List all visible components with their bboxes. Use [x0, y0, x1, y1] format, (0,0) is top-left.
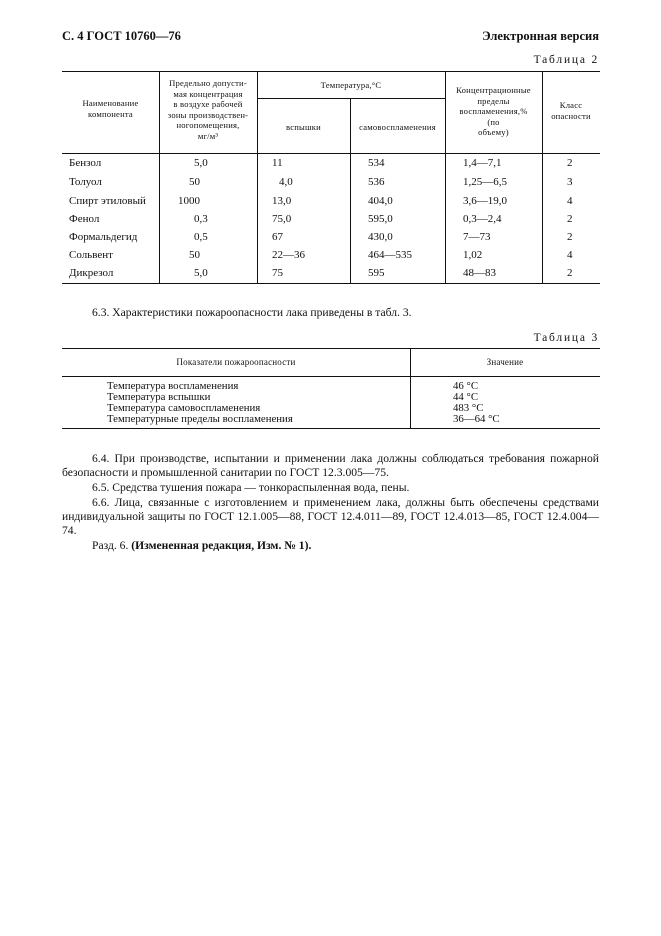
table3-header-rule: [62, 376, 600, 377]
paragraph-6-4: 6.4. При производстве, испытании и применении лака должны соблюдаться требования пожарной безопасности и промышленной санитарии по ГОСТ 12.3.005—75.: [62, 452, 599, 480]
paragraph-6-5: 6.5. Средства тушения пожара — тонкораспыленная вода, пены.: [92, 481, 410, 494]
amendment-note-prefix: Разд. 6.: [92, 539, 129, 552]
table2-header-name: Наименование компонента: [82, 98, 139, 119]
table2-col-divider: [257, 71, 258, 283]
table3-top-rule: [62, 348, 600, 349]
page-header-right: Электронная версия: [482, 29, 599, 43]
table3-caption: Таблица 3: [533, 332, 599, 344]
table2-header-flash: вспышки: [286, 122, 321, 132]
amendment-note-bold: (Измененная редакция, Изм. № 1).: [131, 539, 312, 552]
page-header-left: С. 4 ГОСТ 10760—76: [62, 29, 181, 43]
table2-header-limits: Концентрационные пределы воспламенения,% (по объему): [456, 85, 531, 137]
paragraph-6-3: 6.3. Характеристики пожароопасности лака приведены в табл. 3.: [92, 306, 412, 319]
table3-bottom-rule: [62, 428, 600, 429]
amendment-note: [62, 539, 599, 553]
paragraph-6-6: 6.6. Лица, связанные с изготовлением и применением лака, должны быть обеспечены средствами индивидуальной защиты по ГОСТ 12.1.005—88, ГОСТ 12.4.011—89, ГОСТ 12.4.013—85, ГОСТ 12.4.004—74.: [62, 496, 599, 538]
table2-header-hazard-class: Класс опасности: [551, 100, 591, 121]
table2-header-autoignition: самовоспламенения: [359, 122, 436, 132]
table2-caption: Таблица 2: [533, 54, 599, 66]
table3-header-indicator: Показатели пожароопасности: [176, 357, 296, 367]
table2-temp-subrule: [257, 98, 445, 99]
table3-header-value: Значение: [486, 357, 524, 367]
table2-header-mpc: Предельно допусти- мая концентрация в воздухе рабочей зоны производствен- ногопомещения, мг/м³: [167, 78, 249, 141]
table2-header-temperature: Температура,°С: [320, 80, 382, 90]
table2-header-rule: [62, 153, 600, 154]
table2-bottom-rule: [62, 283, 600, 284]
table2-top-rule: [62, 71, 600, 72]
